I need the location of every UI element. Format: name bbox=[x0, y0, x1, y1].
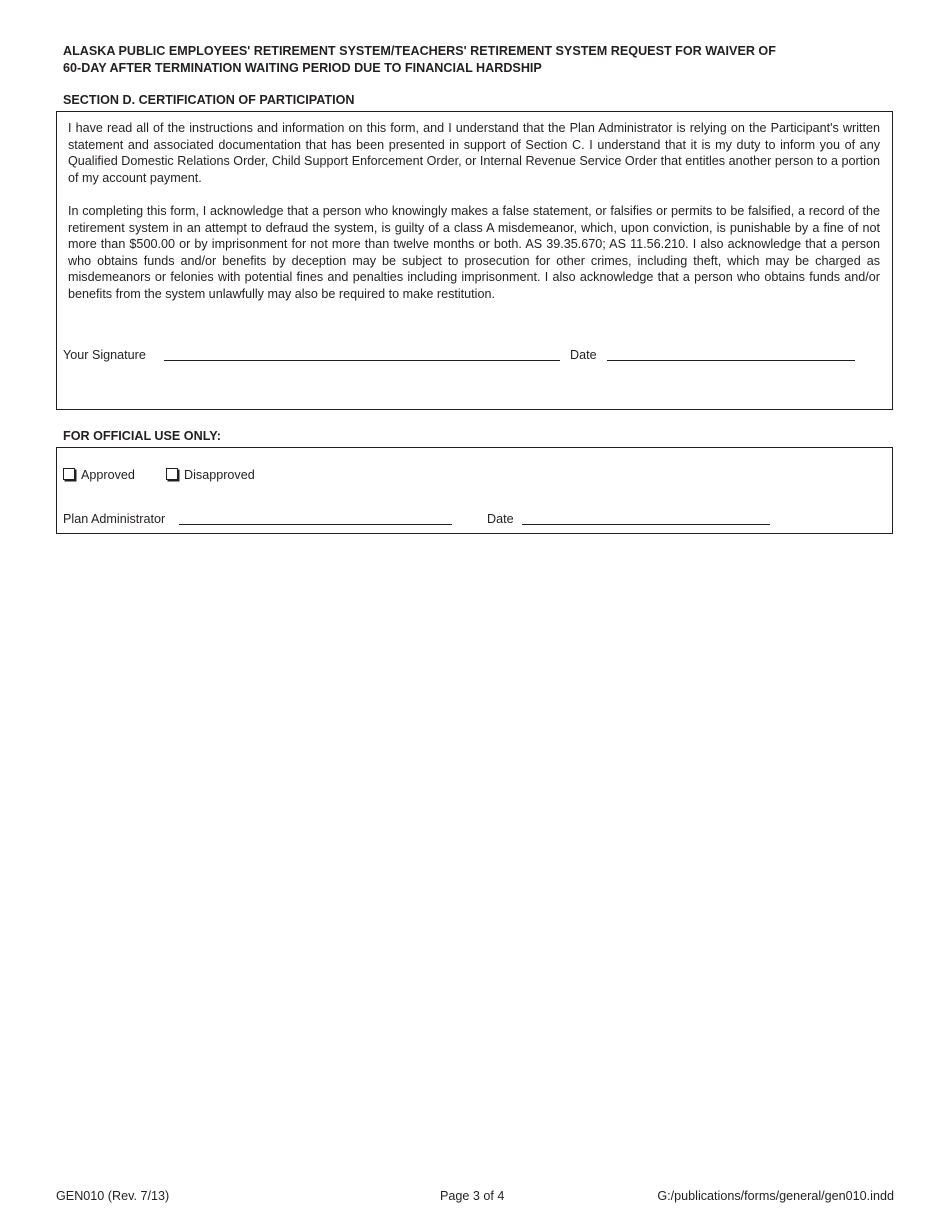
checkbox-icon[interactable] bbox=[63, 468, 75, 480]
certification-paragraph-2: In completing this form, I acknowledge that a person who knowingly makes a false statement, or falsifies or permits to be falsified, a record of the retirement system in an attempt to defraud the system, is guilty of a class A misdemeanor, which, upon conviction, is punishable by a fine of not more than $500.00 or by imprisonment for not more than twelve months or both. AS 39.35.670; AS 11.56.210. I also acknowledge that a person who obtains funds and/or benefits by deception may be subject to prosecution for other crimes, including theft, which may be charged as misdemeanors or felonies with potential fines and penalties including imprisonment. I also acknowledge that a person who obtains funds and/or benefits from the system unlawfully may also be required to make restitution. bbox=[68, 204, 880, 301]
official-date-label: Date bbox=[487, 512, 514, 526]
page-title-line-2: 60-DAY AFTER TERMINATION WAITING PERIOD DUE TO FINANCIAL HARDSHIP bbox=[63, 60, 542, 75]
disapproved-label: Disapproved bbox=[184, 468, 255, 482]
footer-form-id: GEN010 (Rev. 7/13) bbox=[56, 1189, 170, 1203]
signature-date-label: Date bbox=[570, 348, 597, 362]
approved-label: Approved bbox=[81, 468, 135, 482]
official-date-field[interactable] bbox=[522, 524, 770, 525]
certification-box bbox=[56, 111, 893, 410]
signature-date-field[interactable] bbox=[607, 360, 855, 361]
plan-administrator-label: Plan Administrator bbox=[63, 512, 166, 526]
plan-administrator-field[interactable] bbox=[179, 524, 452, 525]
page-title-line-1: ALASKA PUBLIC EMPLOYEES' RETIREMENT SYSTEM/TEACHERS' RETIREMENT SYSTEM REQUEST FOR WAIVER OF bbox=[63, 44, 776, 58]
signature-label: Your Signature bbox=[63, 348, 146, 362]
signature-field[interactable] bbox=[164, 360, 560, 361]
section-d-heading: SECTION D. CERTIFICATION OF PARTICIPATION bbox=[63, 93, 355, 107]
official-use-heading: FOR OFFICIAL USE ONLY: bbox=[63, 429, 221, 443]
approved-checkbox[interactable] bbox=[63, 467, 135, 483]
official-use-box bbox=[56, 447, 893, 534]
disapproved-checkbox[interactable] bbox=[166, 467, 255, 483]
checkbox-icon[interactable] bbox=[166, 468, 178, 480]
certification-paragraph-1: I have read all of the instructions and information on this form, and I understand that the Plan Administrator is relying on the Participant's written statement and associated documentation that has been presented in support of Section C. I understand that it is my duty to inform you of any Qualified Domestic Relations Order, Child Support Enforcement Order, or Internal Revenue Service Order that entitles another person to a portion of my account payment. bbox=[68, 121, 880, 185]
page-title bbox=[63, 43, 893, 76]
footer-file-path: G:/publications/forms/general/gen010.indd bbox=[657, 1189, 894, 1203]
footer-page-number: Page 3 of 4 bbox=[440, 1189, 505, 1203]
